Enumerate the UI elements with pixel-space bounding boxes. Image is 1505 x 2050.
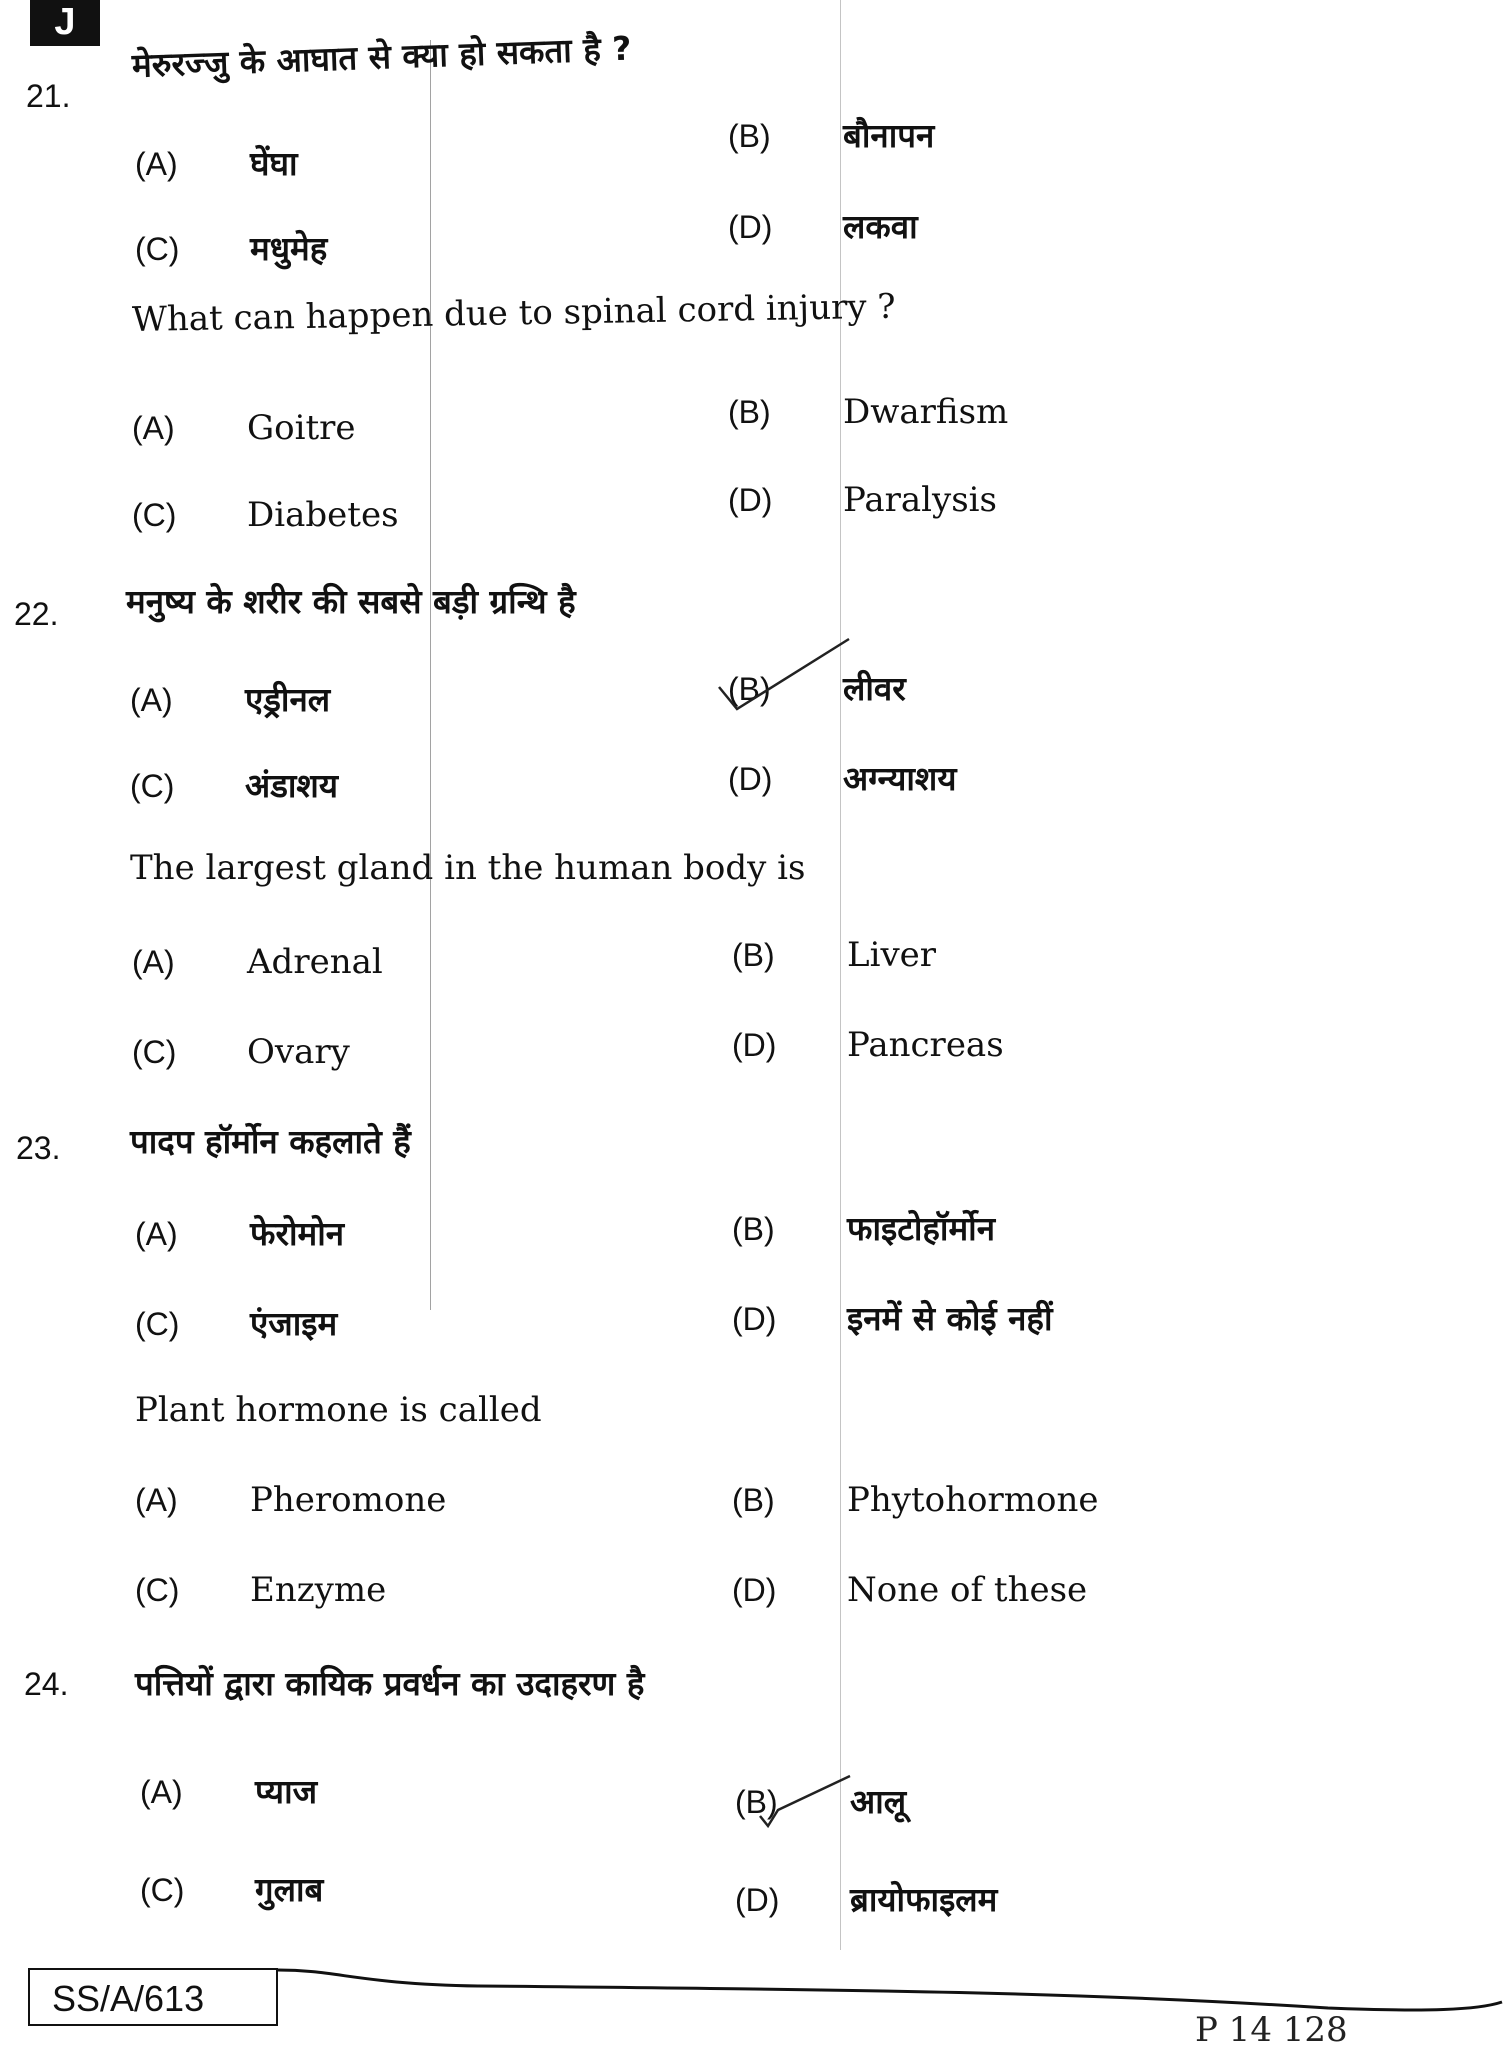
option-text: फाइटोहॉर्मोन bbox=[847, 1209, 996, 1248]
footer-rule bbox=[278, 1966, 1505, 2016]
option-label: (A) bbox=[140, 1774, 183, 1810]
option-label: (A) bbox=[132, 944, 175, 980]
option-label: (C) bbox=[130, 768, 175, 804]
option-label: (B) bbox=[728, 671, 771, 707]
option-text: बौनापन bbox=[843, 116, 935, 155]
option-text: आलू bbox=[850, 1782, 907, 1821]
option-text: लीवर bbox=[843, 669, 906, 708]
option-d-hindi[interactable] bbox=[732, 1295, 1053, 1340]
option-label: (B) bbox=[735, 1784, 778, 1820]
option-label: (C) bbox=[132, 1034, 177, 1070]
option-b-english[interactable] bbox=[728, 392, 1008, 432]
option-text: एड्रीनल bbox=[245, 680, 331, 719]
option-label: (B) bbox=[728, 118, 771, 154]
option-a-english[interactable] bbox=[135, 1480, 446, 1520]
option-text: इनमें से कोई नहीं bbox=[847, 1299, 1053, 1338]
option-a-hindi[interactable] bbox=[130, 676, 330, 721]
question-number: 23. bbox=[16, 1130, 61, 1166]
question-text-english: Plant hormone is called bbox=[135, 1390, 542, 1430]
option-text: Adrenal bbox=[247, 942, 383, 982]
option-b-hindi[interactable] bbox=[728, 112, 934, 157]
option-text: Goitre bbox=[247, 408, 356, 448]
option-a-hindi[interactable] bbox=[140, 1768, 317, 1813]
question-number: 21. bbox=[26, 78, 71, 114]
option-text: Pancreas bbox=[847, 1025, 1004, 1065]
option-d-english[interactable] bbox=[732, 1025, 1004, 1065]
option-text: अंडाशय bbox=[245, 766, 338, 805]
option-label: (D) bbox=[735, 1882, 780, 1918]
option-d-english[interactable] bbox=[732, 1570, 1087, 1610]
option-label: (A) bbox=[135, 146, 178, 182]
option-d-hindi[interactable] bbox=[728, 755, 957, 800]
option-label: (B) bbox=[728, 394, 771, 430]
option-text: एंजाइम bbox=[250, 1304, 338, 1343]
option-c-hindi[interactable] bbox=[135, 225, 327, 270]
option-c-english[interactable] bbox=[135, 1570, 386, 1610]
option-label: (B) bbox=[732, 1482, 775, 1518]
option-label: (A) bbox=[132, 410, 175, 446]
option-label: (C) bbox=[135, 231, 180, 267]
option-label: (A) bbox=[130, 682, 173, 718]
option-label: (A) bbox=[135, 1216, 178, 1252]
option-text: गुलाब bbox=[255, 1870, 324, 1909]
question-number: 24. bbox=[24, 1666, 69, 1702]
option-text: Pheromone bbox=[250, 1480, 447, 1520]
option-text: Liver bbox=[847, 935, 937, 975]
option-text: None of these bbox=[847, 1570, 1088, 1610]
question-number: 22. bbox=[14, 596, 59, 632]
set-code-badge: J bbox=[30, 0, 100, 46]
option-label: (C) bbox=[132, 497, 177, 533]
option-c-english[interactable] bbox=[132, 1032, 350, 1072]
option-label: (A) bbox=[135, 1482, 178, 1518]
paper-code-box: SS/A/613 bbox=[28, 1968, 278, 2026]
question-text-hindi: पत्तियों द्वारा कायिक प्रवर्धन का उदाहरण है bbox=[135, 1664, 645, 1703]
option-a-english[interactable] bbox=[132, 408, 356, 448]
question-text-english: The largest gland in the human body is bbox=[130, 848, 806, 888]
option-label: (C) bbox=[135, 1306, 180, 1342]
option-label: (D) bbox=[728, 209, 773, 245]
option-b-english[interactable] bbox=[732, 1480, 1098, 1520]
option-label: (D) bbox=[728, 761, 773, 797]
option-c-hindi[interactable] bbox=[140, 1866, 323, 1911]
fold-line-left bbox=[430, 40, 431, 1310]
option-b-english[interactable] bbox=[732, 935, 936, 975]
question-text-hindi: पादप हॉर्मोन कहलाते हैं bbox=[130, 1122, 411, 1161]
option-label: (B) bbox=[732, 1211, 775, 1247]
option-d-hindi[interactable] bbox=[735, 1876, 997, 1921]
option-c-english[interactable] bbox=[132, 495, 399, 535]
option-a-english[interactable] bbox=[132, 942, 383, 982]
option-label: (D) bbox=[728, 482, 773, 518]
option-text: अग्न्याशय bbox=[843, 759, 957, 798]
option-text: फेरोमोन bbox=[250, 1214, 345, 1253]
option-text: Paralysis bbox=[843, 480, 997, 520]
option-text: Dwarfism bbox=[843, 392, 1009, 432]
option-text: मधुमेह bbox=[250, 229, 328, 268]
question-text-hindi: मेरुरज्जु के आघात से क्या हो सकता है ? bbox=[131, 28, 632, 85]
option-d-hindi[interactable] bbox=[728, 203, 918, 248]
option-a-hindi[interactable] bbox=[135, 140, 298, 185]
option-b-hindi[interactable] bbox=[735, 1778, 906, 1823]
option-text: घेंघा bbox=[250, 144, 298, 183]
option-a-hindi[interactable] bbox=[135, 1210, 344, 1255]
page-number: P 14 128 bbox=[1195, 2010, 1348, 2050]
option-label: (C) bbox=[135, 1572, 180, 1608]
option-b-hindi[interactable] bbox=[732, 1205, 995, 1250]
option-label: (B) bbox=[732, 937, 775, 973]
option-text: Ovary bbox=[247, 1032, 350, 1072]
question-text-english: What can happen due to spinal cord injury ? bbox=[131, 286, 896, 340]
option-text: Diabetes bbox=[247, 495, 399, 535]
option-text: प्याज bbox=[255, 1772, 318, 1811]
option-text: ब्रायोफाइलम bbox=[850, 1880, 998, 1919]
option-text: Enzyme bbox=[250, 1570, 387, 1610]
option-label: (D) bbox=[732, 1572, 777, 1608]
option-c-hindi[interactable] bbox=[135, 1300, 337, 1345]
option-text: Phytohormone bbox=[847, 1480, 1099, 1520]
option-label: (D) bbox=[732, 1027, 777, 1063]
option-text: लकवा bbox=[843, 207, 918, 246]
option-b-hindi[interactable] bbox=[728, 665, 906, 710]
option-label: (C) bbox=[140, 1872, 185, 1908]
question-text-hindi: मनुष्य के शरीर की सबसे बड़ी ग्रन्थि है bbox=[126, 582, 576, 621]
option-d-english[interactable] bbox=[728, 480, 997, 520]
option-label: (D) bbox=[732, 1301, 777, 1337]
option-c-hindi[interactable] bbox=[130, 762, 338, 807]
